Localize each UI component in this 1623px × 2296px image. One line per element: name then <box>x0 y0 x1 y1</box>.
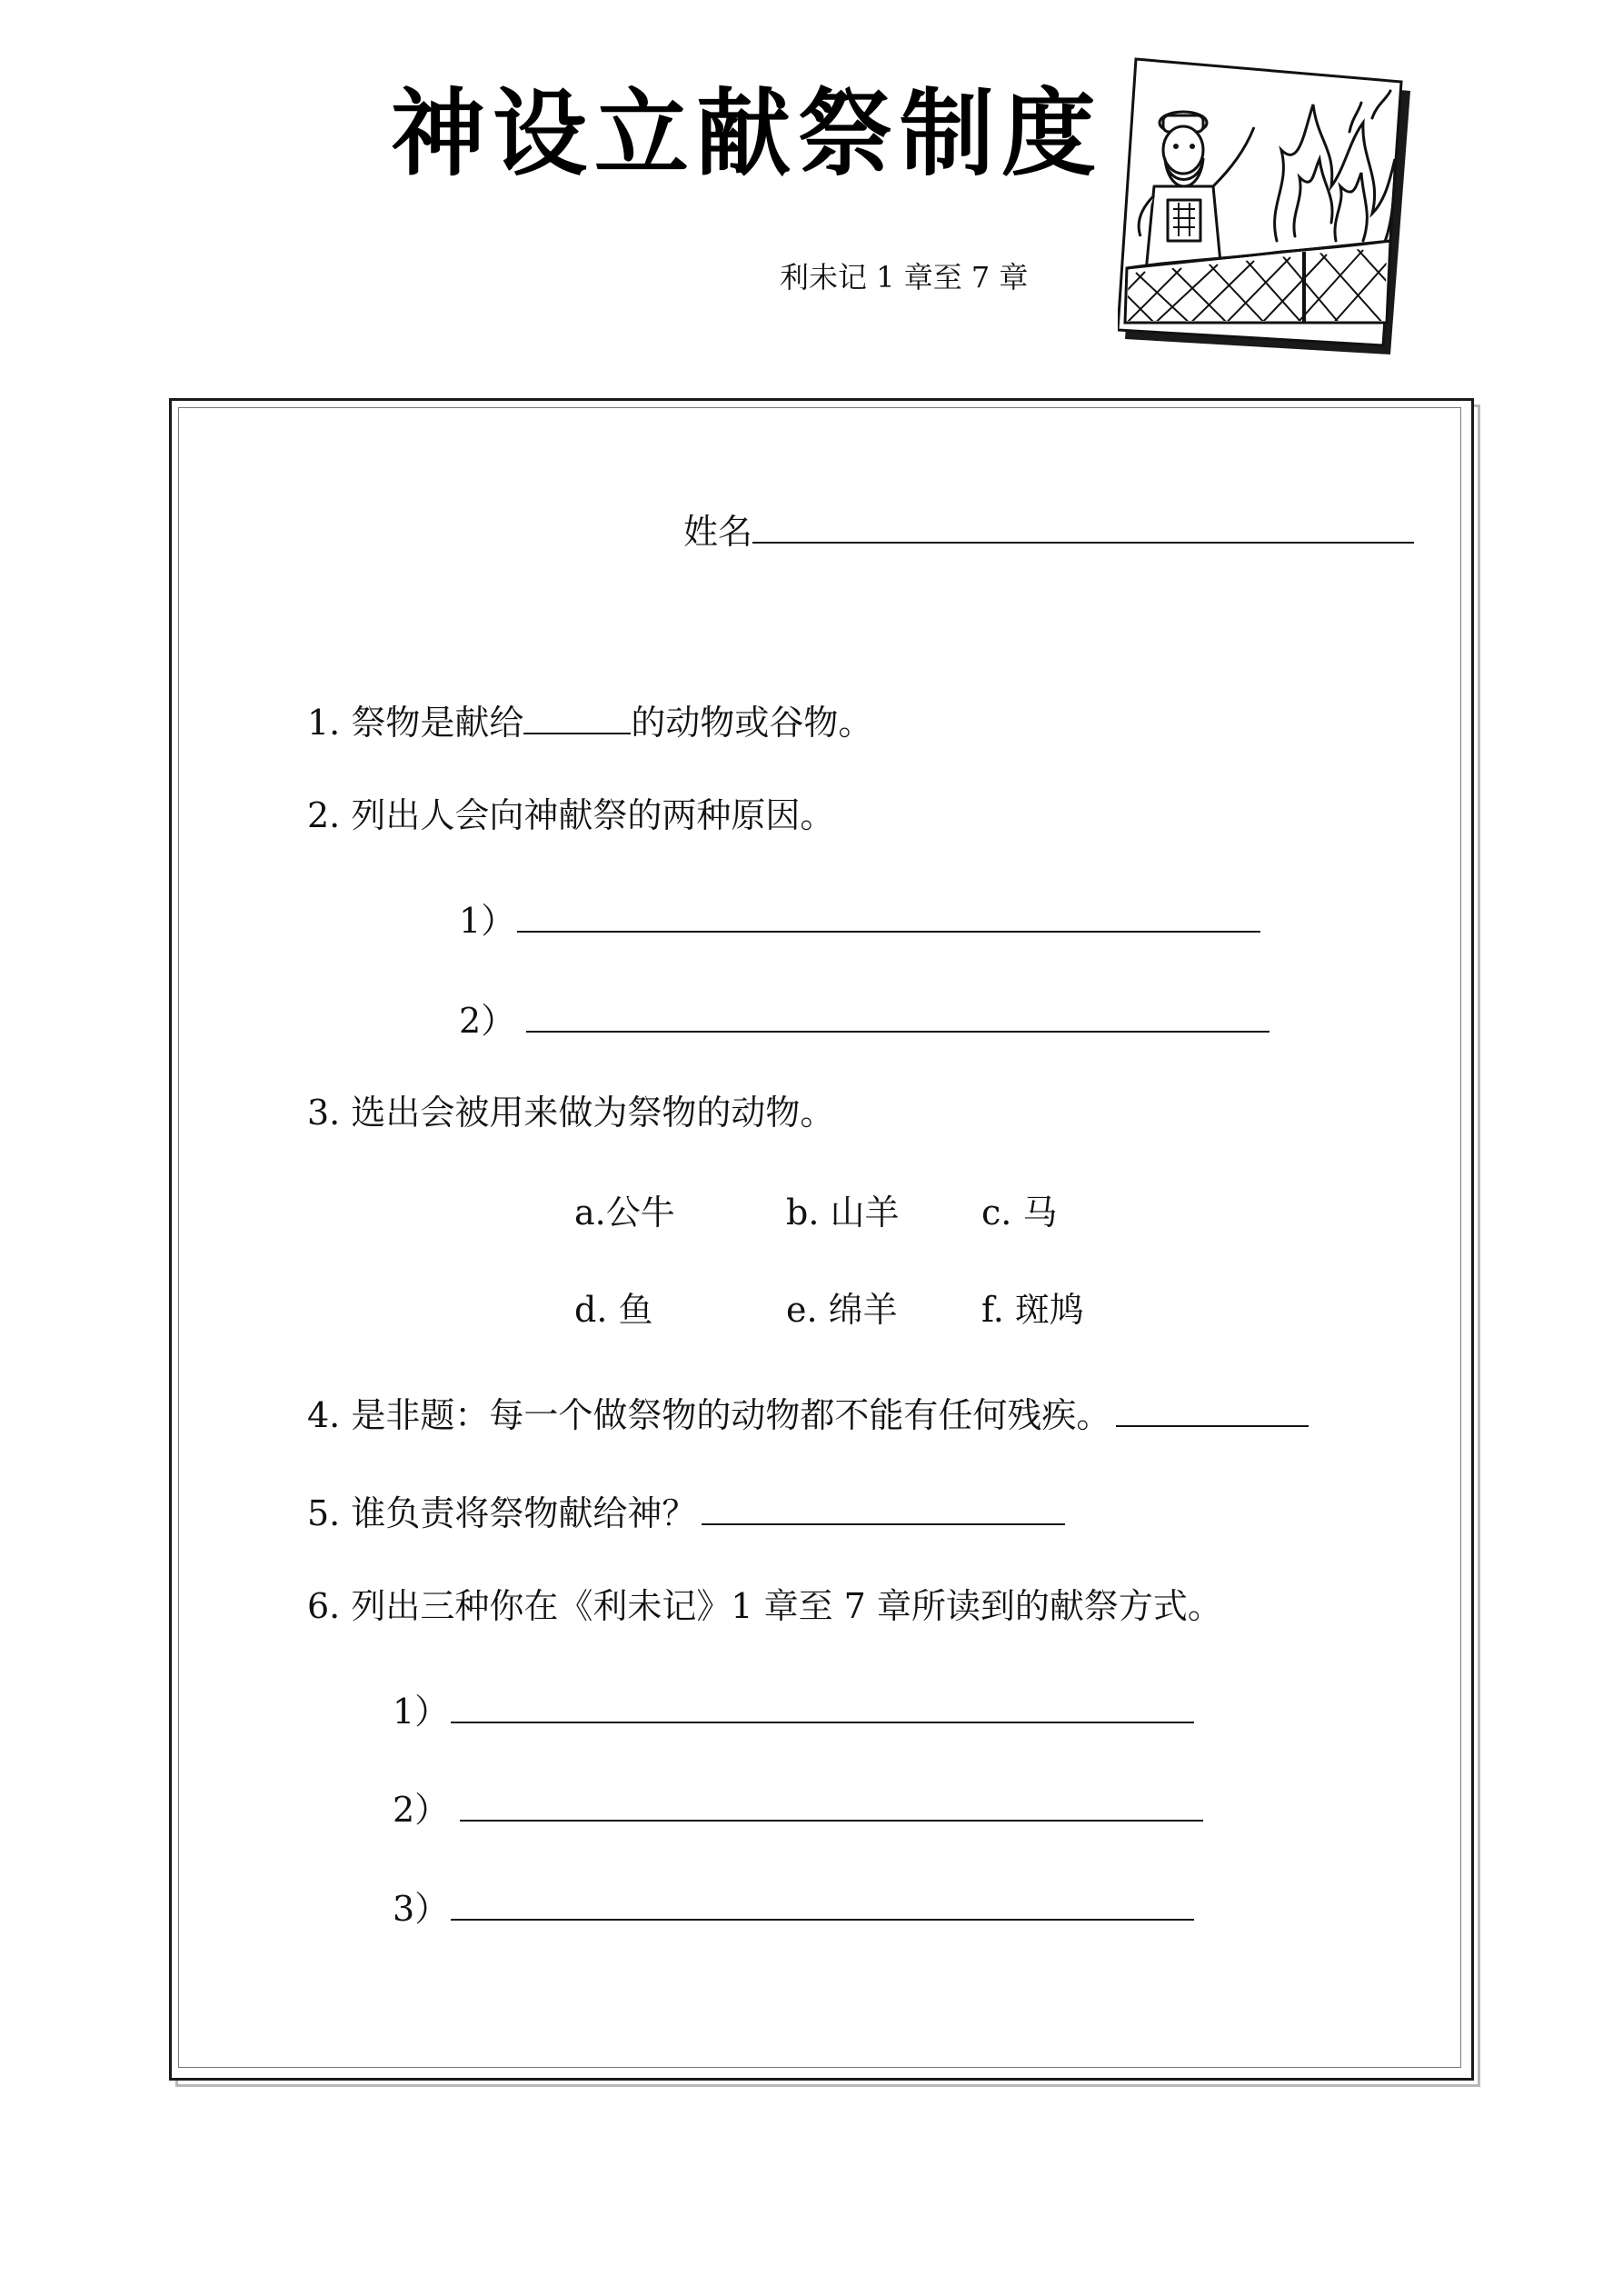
question-6-text: 6. 列出三种你在《利未记》1 章至 7 章所读到的献祭方式。 <box>307 1586 1222 1626</box>
answer-blank[interactable] <box>526 998 1270 1033</box>
option-b[interactable]: b. 山羊 <box>786 1193 900 1233</box>
option-d[interactable]: d. 鱼 <box>574 1290 653 1330</box>
answer-blank[interactable] <box>451 1886 1194 1921</box>
answer-marker: 3） <box>393 1889 450 1929</box>
question-4-text: 4. 是非题：每一个做祭物的动物都不能有任何残疾。 <box>307 1395 1111 1435</box>
question-5 <box>307 1491 1065 1531</box>
scripture-reference: 利未记 1 章至 7 章 <box>780 260 1029 294</box>
question-1-text-before: 1. 祭物是献给 <box>307 703 524 743</box>
question-3-text: 3. 选出会被用来做为祭物的动物。 <box>307 1093 835 1133</box>
question-2-text: 2. 列出人会向神献祭的两种原因。 <box>307 795 835 835</box>
answer-blank[interactable] <box>517 898 1260 933</box>
question-1 <box>307 700 873 743</box>
question-5-text: 5. 谁负责将祭物献给神？ <box>307 1493 697 1533</box>
answer-marker: 2） <box>393 1790 450 1830</box>
answer-blank[interactable] <box>460 1787 1203 1822</box>
option-f[interactable]: f. 斑鸠 <box>981 1290 1084 1330</box>
question-2-answer-1 <box>459 898 1260 941</box>
question-4-answer-blank[interactable] <box>1116 1393 1309 1427</box>
option-c[interactable]: c. 马 <box>981 1193 1058 1233</box>
answer-marker: 1） <box>393 1692 450 1732</box>
question-2-answer-2 <box>459 998 1270 1041</box>
question-1-text-after: 的动物或谷物。 <box>631 703 873 743</box>
name-field[interactable] <box>752 509 1414 544</box>
question-5-answer-blank[interactable] <box>702 1491 1065 1525</box>
priest-altar-illustration <box>1118 50 1418 364</box>
name-row <box>683 509 1414 552</box>
question-6-answer-1 <box>393 1689 1194 1732</box>
question-4 <box>307 1393 1309 1433</box>
answer-blank[interactable] <box>451 1689 1194 1723</box>
option-a[interactable]: a.公牛 <box>574 1193 675 1233</box>
option-e[interactable]: e. 绵羊 <box>786 1290 898 1330</box>
page-title: 神设立献祭制度 <box>391 78 1104 189</box>
question-6-answer-2 <box>393 1787 1203 1830</box>
answer-marker: 2） <box>459 1001 516 1041</box>
name-label: 姓名 <box>683 512 753 552</box>
question-1-answer-blank[interactable] <box>523 700 631 734</box>
answer-marker: 1） <box>459 901 516 941</box>
question-6-answer-3 <box>393 1886 1194 1929</box>
